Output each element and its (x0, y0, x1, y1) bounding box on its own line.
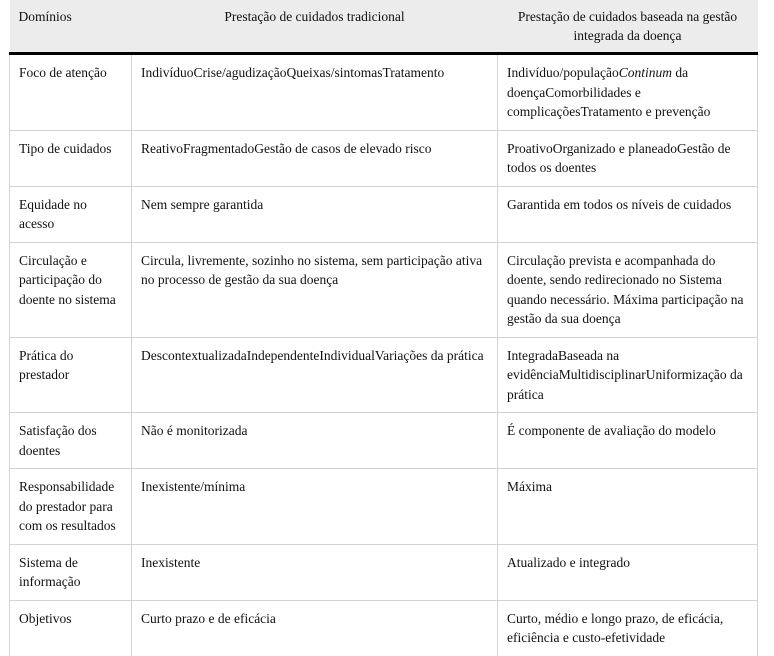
cell-integrated-italic-term: Continum (618, 65, 672, 80)
cell-traditional: Curto prazo e de eficácia (132, 600, 498, 656)
table-body (10, 54, 758, 656)
cell-domain: Equidade no acesso (10, 186, 132, 242)
cell-traditional: IndivíduoCrise/agudizaçãoQueixas/sintomasTratamento (132, 54, 498, 131)
cell-traditional: ReativoFragmentadoGestão de casos de elevado risco (132, 130, 498, 186)
cell-integrated: É componente de avaliação do modelo (498, 413, 758, 469)
cell-domain: Satisfação dos doentes (10, 413, 132, 469)
cell-traditional: Não é monitorizada (132, 413, 498, 469)
table-row (10, 242, 758, 337)
table-row (10, 130, 758, 186)
cell-integrated (498, 54, 758, 131)
cell-integrated: Curto, médio e longo prazo, de eficácia, eficiência e custo-efetividade (498, 600, 758, 656)
cell-traditional: Inexistente/mínima (132, 469, 498, 545)
table-row (10, 54, 758, 131)
table-row (10, 544, 758, 600)
cell-traditional: DescontextualizadaIndependenteIndividualVariações da prática (132, 337, 498, 413)
cell-integrated-text-suffix: da doençaComorbilidades e complicaçõesTratamento e prevenção (507, 65, 711, 119)
cell-domain: Sistema de informação (10, 544, 132, 600)
cell-integrated: Garantida em todos os níveis de cuidados (498, 186, 758, 242)
table-row (10, 600, 758, 656)
cell-integrated-text-prefix: Indivíduo/população (507, 65, 619, 80)
table-row (10, 337, 758, 413)
cell-traditional: Nem sempre garantida (132, 186, 498, 242)
cell-traditional: Inexistente (132, 544, 498, 600)
column-header-domains: Domínios (10, 0, 132, 54)
cell-domain: Circulação e participação do doente no sistema (10, 242, 132, 337)
table-row (10, 413, 758, 469)
column-header-traditional-care: Prestação de cuidados tradicional (132, 0, 498, 54)
cell-traditional: Circula, livremente, sozinho no sistema, sem participação ativa no processo de gestão da sua doença (132, 242, 498, 337)
cell-integrated: IntegradaBaseada na evidênciaMultidisciplinarUniformização da prática (498, 337, 758, 413)
column-header-integrated-disease-management: Prestação de cuidados baseada na gestão integrada da doença (498, 0, 758, 54)
cell-domain: Tipo de cuidados (10, 130, 132, 186)
cell-integrated: Máxima (498, 469, 758, 545)
cell-integrated: ProativoOrganizado e planeadoGestão de todos os doentes (498, 130, 758, 186)
cell-domain: Responsabilidade do prestador para com os resultados (10, 469, 132, 545)
table-row (10, 186, 758, 242)
table-header-row (10, 0, 758, 54)
cell-domain: Prática do prestador (10, 337, 132, 413)
cell-domain: Objetivos (10, 600, 132, 656)
table-header (10, 0, 758, 54)
cell-integrated: Atualizado e integrado (498, 544, 758, 600)
table-row (10, 469, 758, 545)
cell-integrated: Circulação prevista e acompanhada do doente, sendo redirecionado no Sistema quando necessário. Máxima participação na gestão da sua doença (498, 242, 758, 337)
cell-domain: Foco de atenção (10, 54, 132, 131)
care-models-comparison-table (9, 0, 758, 656)
